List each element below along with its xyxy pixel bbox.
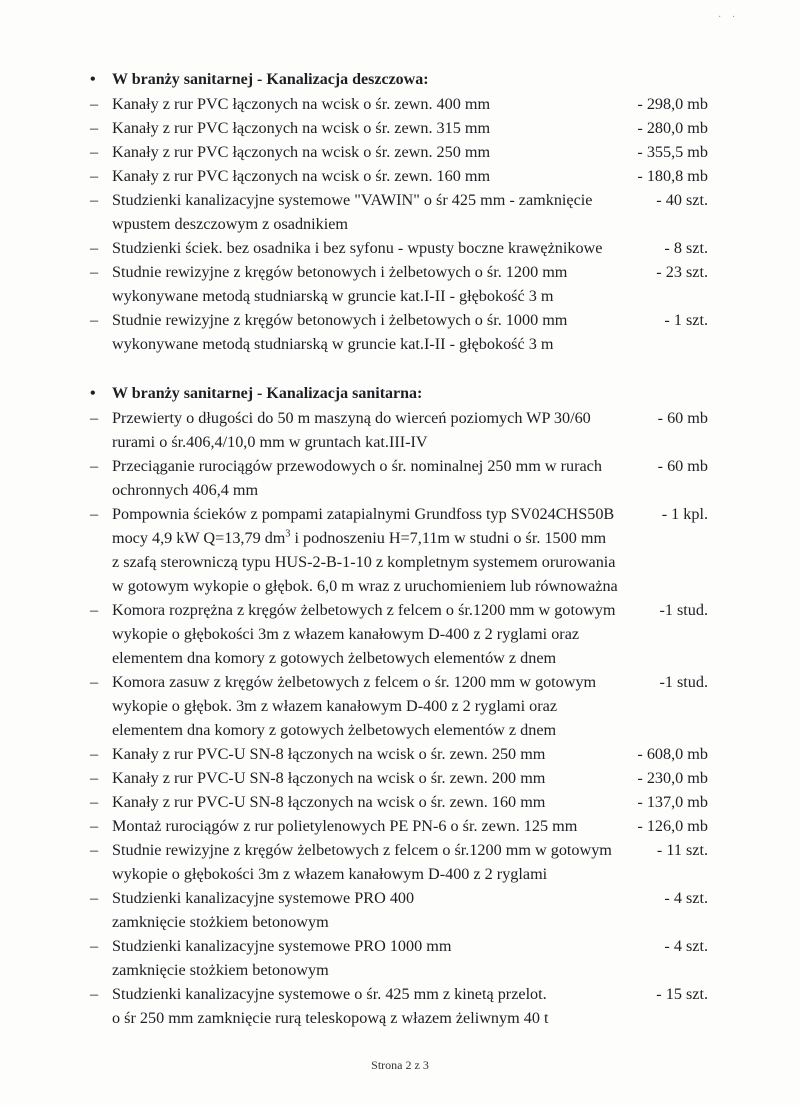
dash-marker: – — [90, 505, 99, 523]
section-heading-text: W branży sanitarnej - Kanalizacja deszczowa: — [112, 71, 429, 88]
item-quantity: - 280,0 mb — [637, 119, 708, 137]
item-quantity: - 1 kpl. — [661, 505, 708, 523]
dash-marker: – — [90, 119, 99, 137]
dash-marker: – — [90, 601, 99, 619]
list-item — [90, 982, 720, 1030]
list-item — [90, 670, 720, 742]
list-item — [90, 454, 720, 502]
item-quantity: - 23 szt. — [656, 263, 708, 281]
item-quantity: - 11 szt. — [656, 841, 708, 859]
item-description: Studzienki kanalizacyjne systemowe PRO 400 — [112, 889, 415, 907]
item-quantity: - 4 szt. — [664, 937, 708, 955]
item-description-continued: wykonywane metodą studniarską w gruncie kat.I-II - głębokość 3 m — [112, 287, 554, 305]
item-description: Studzienki kanalizacyjne systemowe PRO 1000 mm — [112, 937, 452, 955]
item-description: Studnie rewizyjne z kręgów betonowych i żelbetowych o śr. 1000 mm — [112, 311, 568, 329]
item-description-continued: elementem dna komory z gotowych żelbetowych elementów z dnem — [112, 721, 557, 739]
item-description-continued: zamknięcie stożkiem betonowym — [112, 913, 329, 931]
list-item — [90, 766, 720, 790]
dash-marker: – — [90, 457, 99, 475]
item-quantity: - 8 szt. — [664, 239, 708, 257]
list-item — [90, 308, 720, 356]
item-description-continued: zamknięcie stożkiem betonowym — [112, 961, 329, 979]
item-description: Studzienki kanalizacyjne systemowe o śr. 425 mm z kinetą przelot. — [112, 985, 547, 1003]
item-description-continued: z szafą sterowniczą typu HUS-2-B-1-10 z kompletnym systemem orurowania — [112, 553, 616, 571]
list-item — [90, 116, 720, 140]
dash-marker: – — [90, 817, 99, 835]
dash-marker: – — [90, 167, 99, 185]
item-quantity: - 298,0 mb — [637, 95, 708, 113]
item-description-continued: mocy 4,9 kW Q=13,79 dm — [112, 529, 286, 547]
dash-marker: – — [90, 769, 99, 787]
dash-marker: – — [90, 841, 99, 859]
section-heading — [90, 382, 720, 406]
list-item — [90, 260, 720, 308]
item-quantity: - 1 szt. — [664, 311, 708, 329]
item-quantity: -1 stud. — [659, 673, 708, 691]
list-item — [90, 814, 720, 838]
item-description-continued: wykopie o głębokości 3m z włazem kanałowym D-400 z 2 ryglami — [112, 865, 548, 883]
item-description: Kanały z rur PVC łączonych na wcisk o śr. zewn. 160 mm — [112, 167, 491, 185]
dash-marker: – — [90, 191, 99, 209]
item-quantity: - 230,0 mb — [637, 769, 708, 787]
item-quantity: - 137,0 mb — [637, 793, 708, 811]
item-description: Komora rozprężna z kręgów żelbetowych z felcem o śr.1200 mm w gotowym — [112, 601, 616, 619]
bullet-icon: • — [90, 385, 96, 402]
dash-marker: – — [90, 793, 99, 811]
item-description: Kanały z rur PVC-U SN-8 łączonych na wcisk o śr. zewn. 200 mm — [112, 769, 546, 787]
item-description: Kanały z rur PVC łączonych na wcisk o śr. zewn. 315 mm — [112, 119, 491, 137]
item-description: Studnie rewizyjne z kręgów betonowych i żelbetowych o śr. 1200 mm — [112, 263, 568, 281]
page-number: Strona 2 z 3 — [371, 1058, 429, 1072]
list-item — [90, 886, 720, 934]
list-item — [90, 742, 720, 766]
scan-speck: · · — [718, 12, 740, 23]
list-item — [90, 838, 720, 886]
item-description-continued: o śr 250 mm zamknięcie rurą teleskopową z włazem żeliwnym 40 t — [112, 1009, 549, 1027]
item-quantity: - 126,0 mb — [637, 817, 708, 835]
dash-marker: – — [90, 239, 99, 257]
bullet-icon: • — [90, 71, 96, 88]
item-description-continued: rurami o śr.406,4/10,0 mm w gruntach kat.III-IV — [112, 433, 428, 451]
item-quantity: - 60 mb — [657, 409, 708, 427]
item-description: Pompownia ścieków z pompami zatapialnymi Grundfoss typ SV024CHS50B — [112, 505, 615, 523]
item-description-continued: w gotowym wykopie o głębok. 6,0 m wraz z uruchomieniem lub równoważna — [112, 577, 618, 595]
item-description: Komora zasuw z kręgów żelbetowych z felcem o śr. 1200 mm w gotowym — [112, 673, 597, 691]
dash-marker: – — [90, 409, 99, 427]
section-heading-text: W branży sanitarnej - Kanalizacja sanitarna: — [112, 385, 423, 402]
list-item — [90, 188, 720, 236]
section-kanalizacja-sanitarna — [90, 382, 720, 1030]
dash-marker: – — [90, 95, 99, 113]
item-description: Kanały z rur PVC łączonych na wcisk o śr. zewn. 250 mm — [112, 143, 491, 161]
item-description: Kanały z rur PVC-U SN-8 łączonych na wcisk o śr. zewn. 160 mm — [112, 793, 546, 811]
item-description-continued-rest: i podnoszeniu H=7,11m w studni o śr. 1500 mm — [290, 529, 607, 547]
dash-marker: – — [90, 143, 99, 161]
list-item — [90, 164, 720, 188]
list-item — [90, 406, 720, 454]
item-quantity: - 4 szt. — [664, 889, 708, 907]
list-item — [90, 236, 720, 260]
list-item — [90, 598, 720, 670]
item-description: Przewierty o długości do 50 m maszyną do wierceń poziomych WP 30/60 — [112, 409, 591, 427]
dash-marker: – — [90, 937, 99, 955]
item-quantity: - 40 szt. — [656, 191, 708, 209]
dash-marker: – — [90, 311, 99, 329]
item-quantity: -1 stud. — [659, 601, 708, 619]
dash-marker: – — [90, 745, 99, 763]
dash-marker: – — [90, 673, 99, 691]
list-item — [90, 790, 720, 814]
item-description-continued: wykopie o głębok. 3m z włazem kanałowym D-400 z 2 ryglami oraz — [112, 697, 558, 715]
item-description: Montaż rurociągów z rur polietylenowych PE PN-6 o śr. zewn. 125 mm — [112, 817, 578, 835]
item-description-continued: elementem dna komory z gotowych żelbetowych elementów z dnem — [112, 649, 557, 667]
item-description: Studzienki ściek. bez osadnika i bez syfonu - wpusty boczne krawężnikowe — [112, 239, 603, 257]
item-description: Kanały z rur PVC łączonych na wcisk o śr. zewn. 400 mm — [112, 95, 491, 113]
item-quantity: - 355,5 mb — [637, 143, 708, 161]
dash-marker: – — [90, 263, 99, 281]
list-item — [90, 140, 720, 164]
item-description: Studzienki kanalizacyjne systemowe "VAWIN" o śr 425 mm - zamknięcie — [112, 191, 593, 209]
item-quantity: - 15 szt. — [656, 985, 708, 1003]
superscript: 3 — [285, 528, 291, 540]
item-quantity: - 180,8 mb — [637, 167, 708, 185]
item-quantity: - 60 mb — [657, 457, 708, 475]
list-item — [90, 502, 720, 598]
section-heading — [90, 68, 720, 92]
item-description-continued: ochronnych 406,4 mm — [112, 481, 259, 499]
item-description: Przeciąganie rurociągów przewodowych o śr. nominalnej 250 mm w rurach — [112, 457, 602, 475]
item-description-continued: wpustem deszczowym z osadnikiem — [112, 215, 349, 233]
list-item — [90, 934, 720, 982]
item-description: Kanały z rur PVC-U SN-8 łączonych na wcisk o śr. zewn. 250 mm — [112, 745, 546, 763]
item-quantity: - 608,0 mb — [637, 745, 708, 763]
list-item — [90, 92, 720, 116]
item-description-continued: wykonywane metodą studniarską w gruncie kat.I-II - głębokość 3 m — [112, 335, 554, 353]
section-kanalizacja-deszczowa — [90, 68, 720, 356]
dash-marker: – — [90, 889, 99, 907]
item-description-continued: wykopie o głębokości 3m z włazem kanałowym D-400 z 2 ryglami oraz — [112, 625, 580, 643]
dash-marker: – — [90, 985, 99, 1003]
item-description: Studnie rewizyjne z kręgów żelbetowych z felcem o śr.1200 mm w gotowym — [112, 841, 612, 859]
